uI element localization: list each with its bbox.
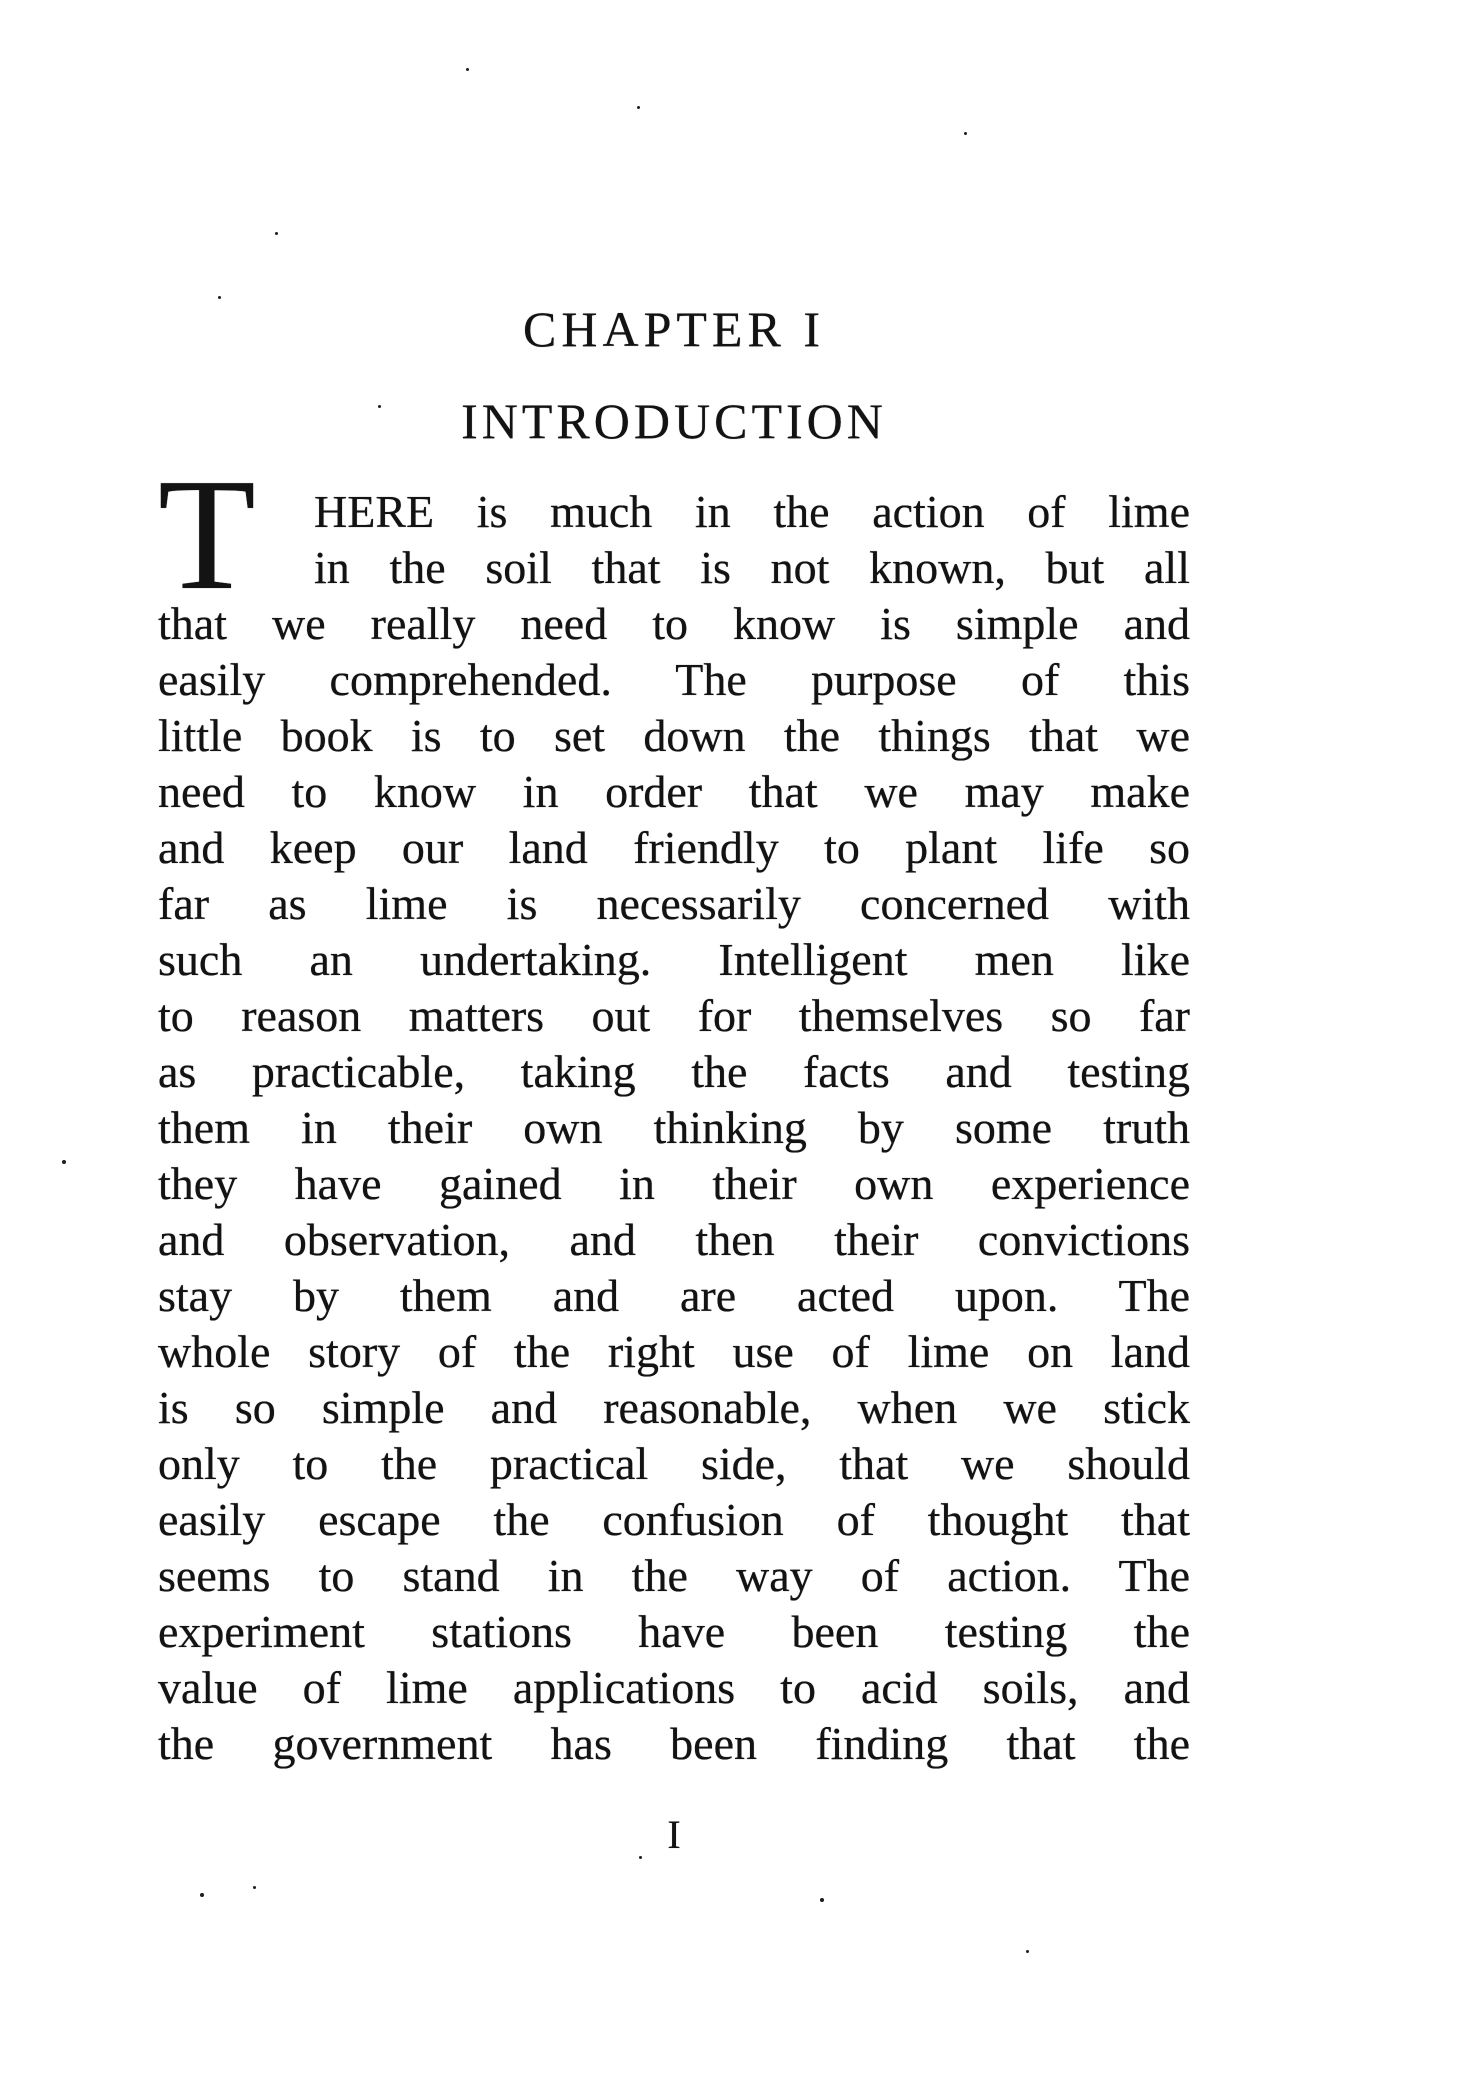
body-line: value of lime applications to acid soils, and (158, 1662, 1190, 1713)
body-line: experiment stations have been testing the (158, 1606, 1190, 1657)
scan-speck (275, 232, 278, 235)
body-line: need to know in order that we may make (158, 766, 1190, 817)
body-line: them in their own thinking by some truth (158, 1102, 1190, 1153)
section-heading: INTRODUCTION (461, 393, 887, 449)
body-line: only to the practical side, that we should (158, 1438, 1190, 1489)
page-number: I (667, 1812, 681, 1857)
body-line: they have gained in their own experience (158, 1158, 1190, 1209)
body-line: easily comprehended. The purpose of this (158, 654, 1190, 705)
scan-speck (378, 405, 381, 408)
body-line: easily escape the confusion of thought that (158, 1494, 1190, 1545)
body-line: stay by them and are acted upon. The (158, 1270, 1190, 1321)
body-line: the government has been finding that the (158, 1718, 1190, 1769)
scan-speck (964, 132, 967, 135)
body-line: is so simple and reasonable, when we stick (158, 1382, 1190, 1433)
scan-speck (200, 1893, 204, 1897)
body-paragraph (158, 445, 1190, 1772)
body-line: that we really need to know is simple and (158, 598, 1190, 649)
body-line: whole story of the right use of lime on land (158, 1326, 1190, 1377)
text-column (158, 300, 1190, 1858)
scan-speck (820, 1898, 824, 1902)
body-lines (158, 445, 1190, 1772)
body-line: little book is to set down the things that we (158, 710, 1190, 761)
scan-speck (218, 296, 221, 299)
scan-speck (1026, 1950, 1029, 1953)
body-line: to reason matters out for themselves so far (158, 990, 1190, 1041)
body-line: HERE is much in the action of lime (314, 486, 1190, 537)
body-line: and observation, and then their convictions (158, 1214, 1190, 1265)
scan-speck (253, 1886, 256, 1889)
body-line: and keep our land friendly to plant life so (158, 822, 1190, 873)
body-line: far as lime is necessarily concerned with (158, 878, 1190, 929)
body-line: seems to stand in the way of action. The (158, 1550, 1190, 1601)
drop-cap: T (158, 445, 256, 623)
scan-speck (637, 106, 640, 109)
body-line: as practicable, taking the facts and testing (158, 1046, 1190, 1097)
chapter-heading: CHAPTER I (523, 301, 825, 357)
body-line: in the soil that is not known, but all (314, 542, 1190, 593)
scan-speck (62, 1160, 66, 1164)
scan-speck (466, 68, 469, 71)
scan-speck (639, 1856, 642, 1859)
body-line: such an undertaking. Intelligent men like (158, 934, 1190, 985)
